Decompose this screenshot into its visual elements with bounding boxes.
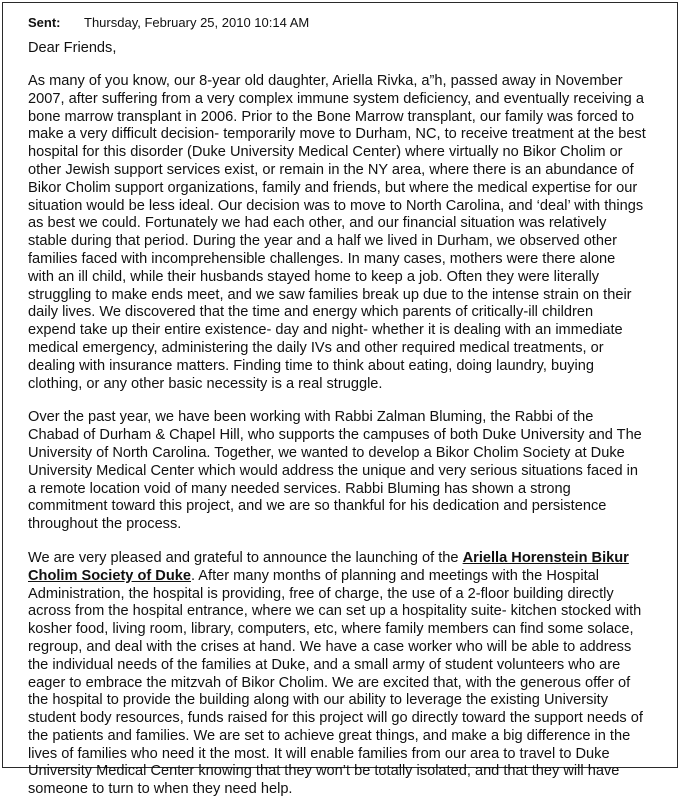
paragraph-3-line: regroup, and deal with the crises at hand. We have a case worker who will be able to address	[28, 638, 632, 655]
paragraph-1-line: stable during that period. During the year and a half we lived in Durham, we observed other	[28, 233, 617, 250]
paragraph-1-line: hospital for this disorder (Duke University Medical Center) where virtually no Bikor Cholim or	[28, 144, 623, 161]
paragraph-2-line: a remote location void of many needed services. Rabbi Bluming has shown a strong	[28, 480, 571, 497]
paragraph-2	[28, 409, 667, 534]
paragraph-3-line: someone to turn to when they need help.	[28, 781, 293, 798]
society-name: Ariella Horenstein Bikur	[462, 549, 629, 566]
paragraph-1-line: As many of you know, our 8-year old daughter, Ariella Rivka, a”h, passed away in November	[28, 73, 623, 89]
paragraph-3	[28, 550, 667, 799]
paragraph-3-line	[28, 568, 667, 586]
paragraph-1-line: 2007, after suffering from a very complex immune system deficiency, and eventually receiving a	[28, 90, 644, 107]
paragraph-1-line: make a very difficult decision- temporarily move to Durham, NC, to receive treatment at the best	[28, 126, 646, 143]
paragraph-1-line: clothing, or any other basic necessity is a real struggle.	[28, 375, 383, 392]
paragraph-1-line: other Jewish support services exist, or remain in the NY area, where there is an abundance of	[28, 161, 634, 178]
paragraph-3-line: the individual needs of the families at Duke, and a small army of student volunteers who are	[28, 656, 621, 673]
paragraph-1-line: dealing with insurance matters. Finding time to think about eating, doing laundry, buying	[28, 357, 594, 374]
paragraph-2-line: University Medical Center which would address the unique and very serious situations faced in	[28, 462, 639, 479]
paragraph-2-line: University of North Carolina. Together, we wanted to develop a Bikor Cholim Society at Duke	[28, 444, 625, 461]
paragraph-1	[28, 73, 667, 393]
paragraph-3-line: student body resources, funds raised for this project will go directly toward the support needs of	[28, 710, 643, 727]
paragraph-3-line: Administration, the hospital is providing, free of charge, the use of a 2-floor building directly	[28, 585, 614, 602]
paragraph-1-line: families faced with incomprehensible challenges. In many cases, mothers were there alone	[28, 250, 616, 267]
sent-header	[28, 15, 667, 31]
paragraph-1-line: bone marrow transplant in 2006. Prior to the Bone Marrow transplant, our family was forced to	[28, 108, 634, 125]
paragraph-3-text: . After many months of planning and meetings with the Hospital	[191, 567, 600, 584]
paragraph-3-line: the patients and families. We are set to achieve great things, and make a big difference in the	[28, 727, 631, 744]
paragraph-1-line: Bikor Cholim support organizations, family and friends, but where the medical expertise for our	[28, 179, 638, 196]
paragraph-1-line: daily lives. We discovered that the time and energy which parents of critically-ill children	[28, 304, 594, 321]
paragraph-2-line: commitment toward this project, and we are so thankful for his dedication and persistence	[28, 498, 607, 515]
paragraph-3-line: across from the hospital entrance, where we can set up a hospitality suite- kitchen stocked with	[28, 603, 642, 620]
paragraph-1-line: with an ill child, while their husbands stayed home to keep a job. Often they were literally	[28, 268, 600, 285]
paragraph-3-text: We are very pleased and grateful to announce the launching of the	[28, 549, 463, 566]
paragraph-3-line: the hospital to provide the building along with our ability to leverage the existing University	[28, 692, 609, 709]
paragraph-1-line: medical emergency, administering the daily IVs and other required medical treatments, or	[28, 339, 604, 356]
paragraph-3-line: kosher food, living room, library, computers, etc, where family members can find some solace,	[28, 621, 634, 638]
paragraph-1-line: expend take up their entire existence- day and night- whether it is dealing with an immediate	[28, 322, 623, 339]
paragraph-3-line	[28, 550, 667, 568]
sent-label: Sent:	[28, 15, 61, 30]
paragraph-2-line: throughout the process.	[28, 516, 182, 533]
email-document	[2, 2, 678, 798]
paragraph-1-line: as best we could. Fortunately we had each other, and our financial situation was relatively	[28, 215, 607, 232]
paragraph-2-line: Over the past year, we have been working with Rabbi Zalman Bluming, the Rabbi of the	[28, 409, 594, 426]
paragraph-1-line: struggling to make ends meet, and we saw families break up due to the intense strain on their	[28, 286, 632, 303]
paragraph-3-line: University Medical Center knowing that they won’t be totally isolated, and that they will have	[28, 763, 620, 780]
society-name: Cholim Society of Duke	[28, 567, 191, 584]
salutation: Dear Friends,	[28, 40, 117, 56]
paragraph-2-line: Chabad of Durham & Chapel Hill, who supports the campuses of both Duke University and The	[28, 427, 642, 444]
paragraph-1-line: situation would be less ideal. Our decision was to move to North Carolina, and ‘deal’ with things	[28, 197, 644, 214]
paragraph-3-line: lives of families who need it the most. It will enable families from our area to travel to Duke	[28, 745, 610, 762]
sent-date: Thursday, February 25, 2010 10:14 AM	[84, 15, 310, 30]
paragraph-3-line: eager to embrace the mitzvah of Bikor Cholim. We are excited that, with the generous offer of	[28, 674, 631, 691]
